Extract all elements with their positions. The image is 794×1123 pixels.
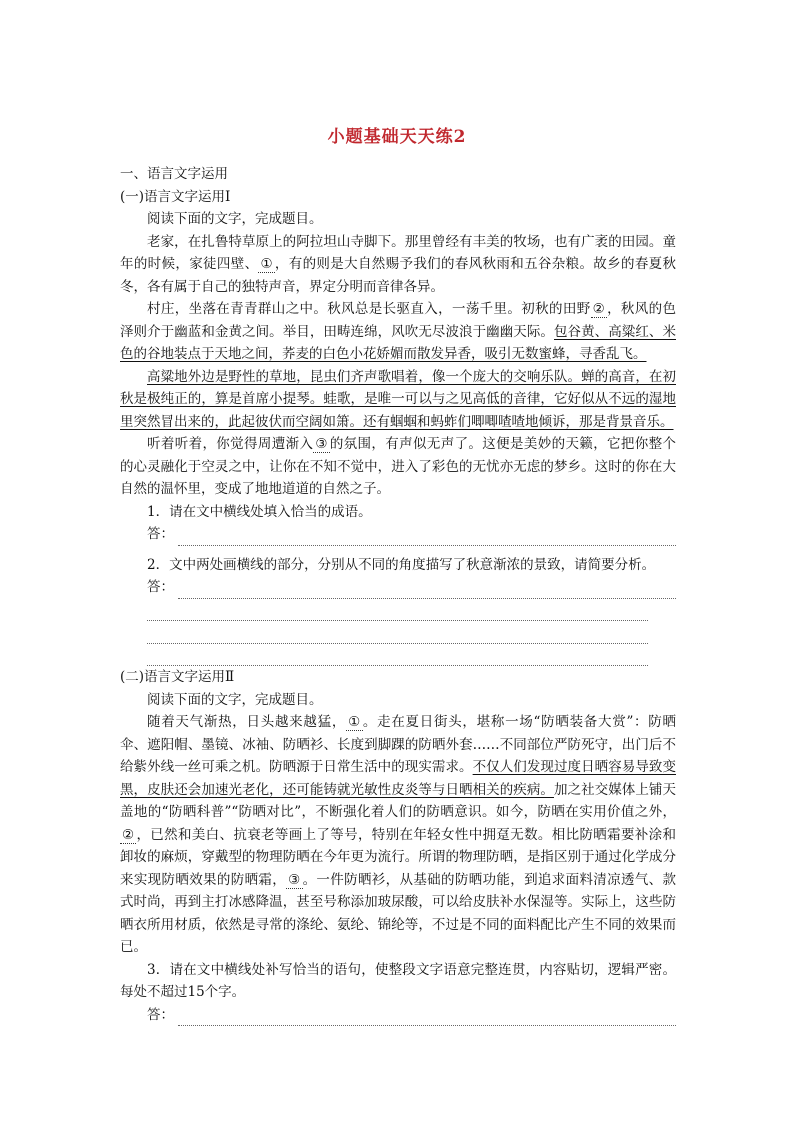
question-2: 2．文中两处画横线的部分，分别从不同的角度描写了秋意渐浓的景致，请简要分析。 [147, 556, 656, 573]
part2-instruction: 阅读下面的文字，完成题目。 [147, 691, 323, 708]
blank-2: ② [592, 301, 606, 317]
answer-label: 答： [147, 1006, 174, 1023]
answer-2-extra-line[interactable] [147, 621, 648, 644]
blank-2: ② [122, 826, 135, 843]
answer-dotted-line [178, 584, 676, 599]
underlined-passage-1: 包谷黄、高粱红、米色的谷地装点于天地之间，荞麦的白色小花娇媚而散发异香，吸引无数蜜蜂，寻香乱飞。 [120, 323, 676, 362]
blank-3: ③ [315, 436, 328, 452]
answer-1-line[interactable] [147, 523, 676, 546]
part1-paragraph-3 [120, 366, 676, 434]
part1-heading: (一)语言文字运用Ⅰ [120, 188, 231, 205]
part1-instruction: 阅读下面的文字，完成题目。 [147, 211, 323, 227]
blank-1: ① [348, 714, 361, 730]
part2-heading: (二)语言文字运用Ⅱ [120, 669, 235, 685]
part1-paragraph-2: 村庄，坐落在青青群山之中。秋风总是长驱直入，一荡千里。初秋的田野 ② ，秋风的色泽则介于幽蓝和金黄之间。举目，田畴连绵，风吹无尽波浪于幽幽天际。包谷黄、高粱红、米色的谷地装点于天地之间，荞麦的白色小花娇媚而散发异香，吸引无数蜜蜂，寻香乱飞。 [120, 301, 677, 362]
part2-paragraph: 随着天气渐热，日头越来越猛， ① 。走在夏日街头，堪称一场“防晒装备大赏”：防晒伞、遮阳帽、墨镜、冰袖、防晒衫、长度到脚踝的防晒外套……不同部位严防死守，出门后不给紫外线一丝可乘之机。防晒源于日常生活中的现实需求。不仅人们发现过度日晒容易导致变黑，皮肤还会加速光老化，还可能铸就光敏性皮炎等与日晒相关的疾病。加之社交媒体上铺天盖地的“防晒科普”“防晒对比”，不断强化着人们的防晒意识。如今，防晒在实用价值之外，② ，已然和美白、抗衰老等画上了等号，特别在年轻女性中拥趸无数。相比防晒霜要补涂和卸妆的麻烦，穿戴型的物理防晒在今年更为流行。所谓的物理防晒，是指区别于通过化学成分来实现防晒效果的防晒霜， ③ 。一件防晒衫，从基础的防晒功能，到追求面料清凉透气、款式时尚，再到主打冰感降温，甚至号称添加玻尿酸，可以给皮肤补水保湿等。实际上，这些防晒衣所用材质，依然是寻常的涤纶、氨纶、锦纶等，不过是不同的面料配比产生不同的效果而已。 [120, 714, 677, 955]
blank-1: ① [260, 256, 273, 272]
answer-label: 答： [147, 579, 174, 595]
document-body [120, 163, 676, 1026]
answer-dotted-line [178, 1011, 676, 1026]
section-heading: 一、语言文字运用 [120, 166, 228, 182]
part1-paragraph-1: 老家，在扎鲁特草原上的阿拉坦山寺脚下。那里曾经有丰美的牧场，也有广袤的田园。童年的时候，家徒四壁、 ① ，有的则是大自然赐予我们的春风秋雨和五谷杂粮。故乡的春夏秋冬，各有属于自己的独特声音，界定分明而音律各异。 [120, 233, 677, 295]
answer-2-extra-line[interactable] [147, 644, 648, 667]
answer-dotted-line [178, 531, 676, 546]
part1-paragraph-4: 听着听着，你觉得周遭渐入 ③ 的氛围，有声似无声了。这便是美妙的天籁，它把你整个的心灵融化于空灵之中，让你在不知不觉中，进入了彩色的无忧亦无虑的梦乡。这时的你在大自然的温怀里，变成了地地道道的自然之子。 [120, 436, 676, 497]
underlined-passage-2: 高粱地外边是野性的草地，昆虫们齐声歌唱着，像一个庞大的交响乐队。蝉的高音，在初秋是极纯正的，算是首席小提琴。蛙歌，是唯一可以与之见高低的音律，它好似从不远的湿地里突然冒出来的，此起彼伏而空阔如箫。还有蝈蝈和蚂蚱们唧唧喳喳地倾诉，那是背景音乐。 [120, 368, 676, 430]
question-3: 3．请在文中横线处补写恰当的语句，使整段文字语意完整连贯，内容贴切，逻辑严密。每处不超过15个字。 [120, 961, 676, 1000]
answer-2-extra-line[interactable] [147, 599, 648, 622]
answer-3-line[interactable] [147, 1004, 676, 1027]
blank-3: ③ [288, 871, 301, 888]
question-1: 1．请在文中横线处填入恰当的成语。 [147, 503, 372, 520]
page-title: 小题基础天天练2 [327, 127, 467, 147]
answer-label: 答： [147, 526, 174, 542]
underlined-sentence: 不仅人们发现过度日晒容易导致变黑，皮肤还会加速光老化，还可能铸就光敏性皮炎等与日晒相关的疾病。 [120, 759, 676, 798]
answer-2-line[interactable] [147, 576, 676, 599]
